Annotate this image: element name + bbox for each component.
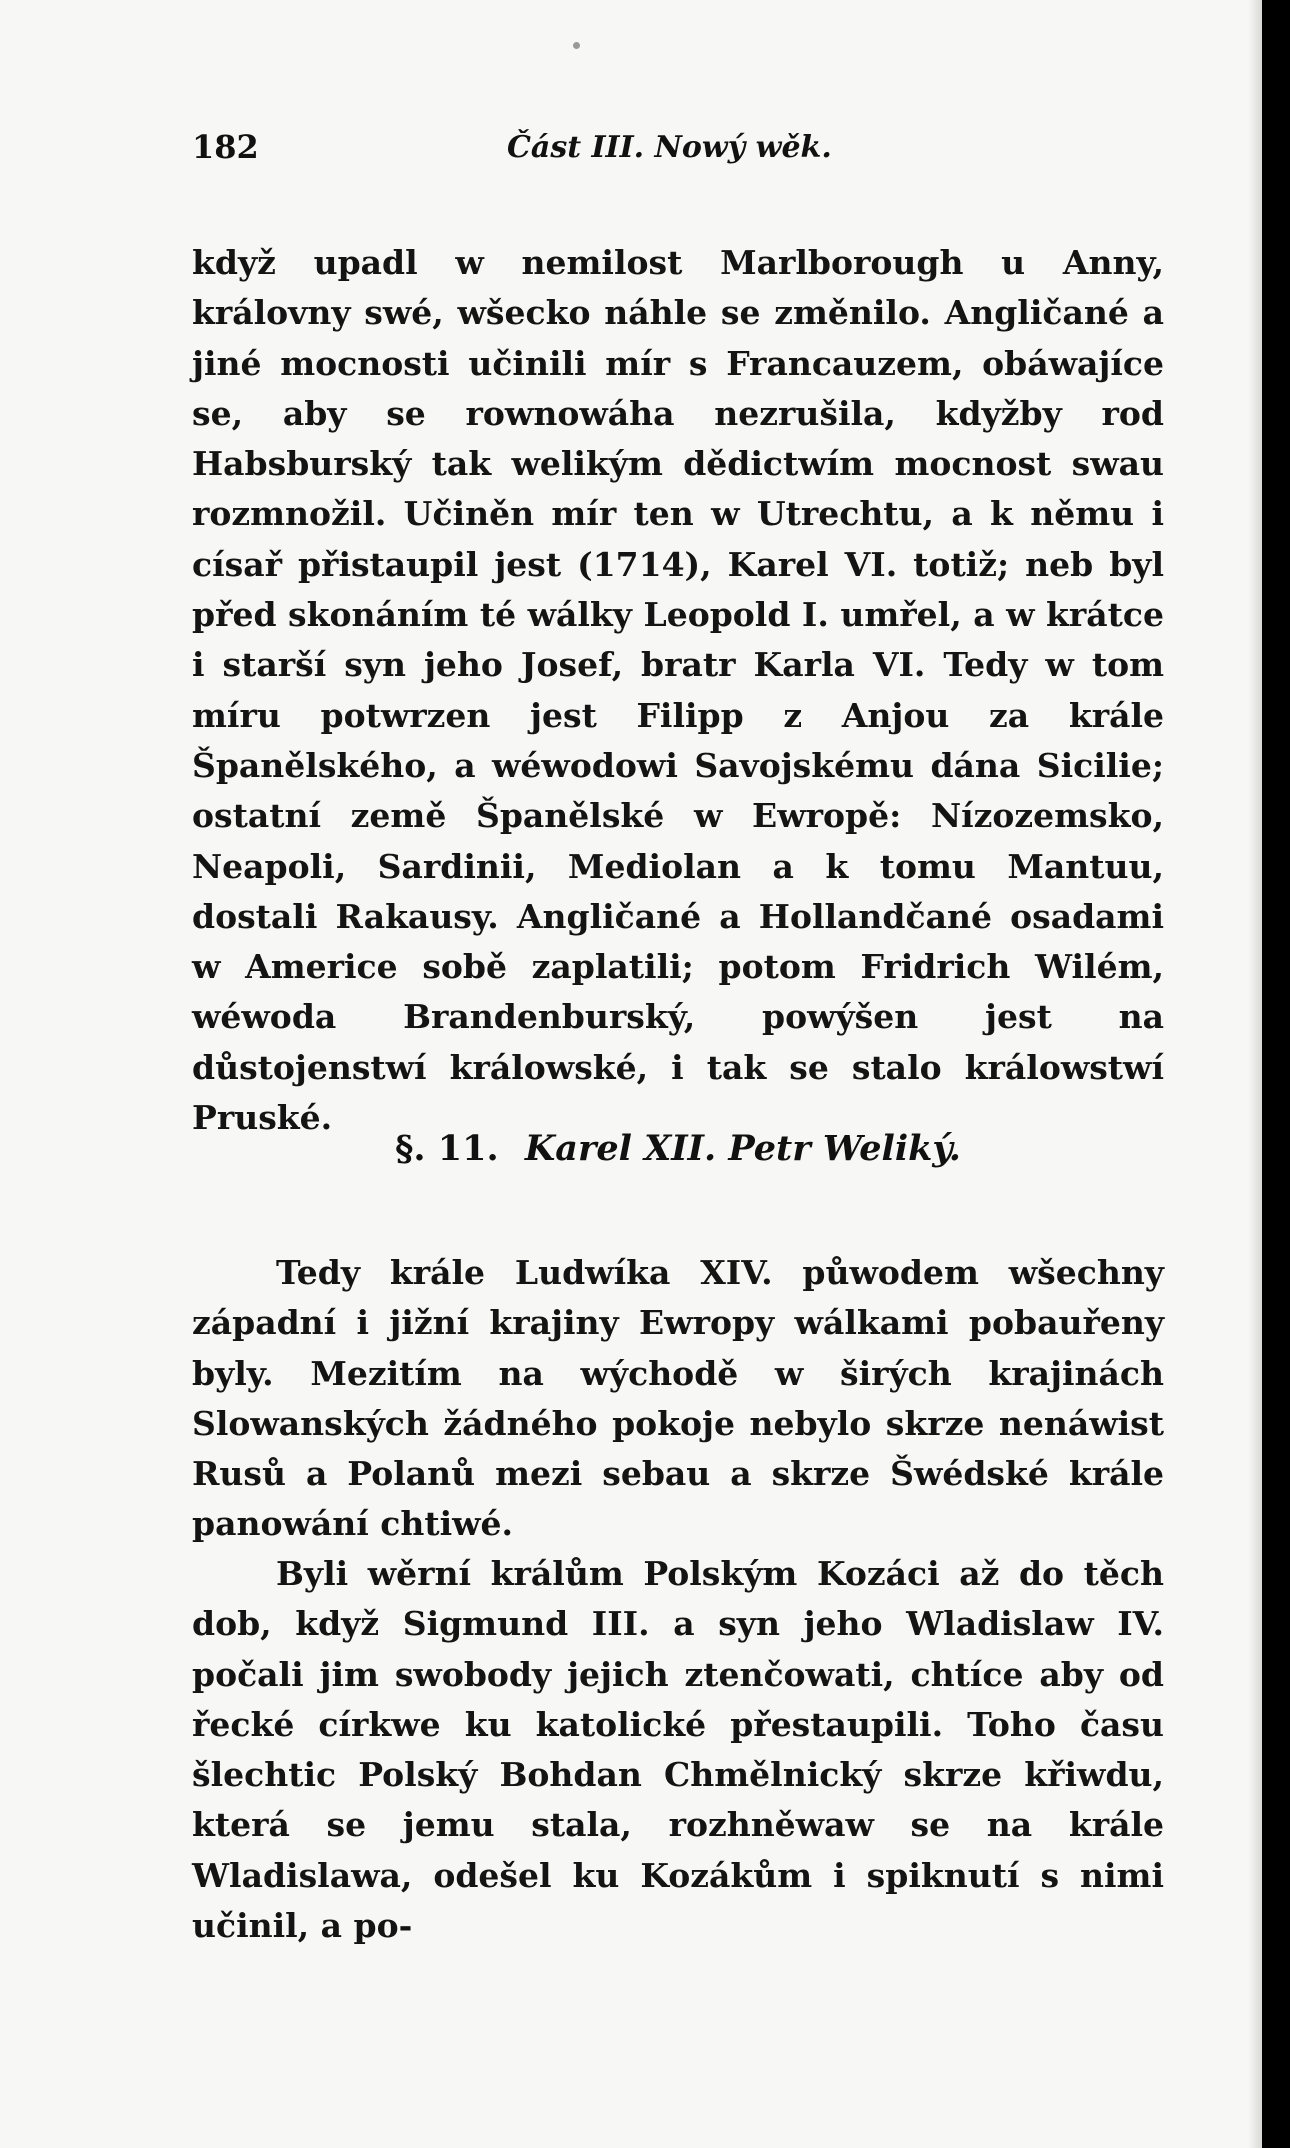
running-head: Část III. Nowý wěk. <box>507 130 832 165</box>
ink-speck <box>573 42 580 49</box>
paragraph-1: když upadl w nemilost Marlborough u Anny, královny swé, wšecko náhle se změnilo. Angličané a jiné mocnosti učinili mír s Francauzem, obáwajíce se, aby se rownowáha nezrušila, kdyžby rod Habsburský tak welikým dědictwím mocnost swau rozmnožil. Učiněn mír ten w Utrechtu, a k němu i císař přistaupil jest (1714), Karel VI. totiž; neb byl před skonáním té wálky Leopold I. umřel, a w krátce i starší syn jeho Josef, bratr Karla VI. Tedy w tom míru potwrzen jest Filipp z Anjou za krále Španělského, a wéwodowi Savojskému dána Sicilie; ostatní země Španělské w Ewropě: Nízozemsko, Neapoli, Sardinii, Mediolan a k tomu Mantuu, dostali Rakausy. Angličané a Hollandčané osadami w Americe sobě zaplatili; potom Fridrich Wilém, wéwoda Brandenburský, powýšen jest na důstojenstwí králowské, i tak se stalo králowstwí Pruské. <box>192 243 1164 1138</box>
paragraph-2: Tedy krále Ludwíka XIV. půwodem wšechny západní i jižní krajiny Ewropy wálkami pobauřeny byly. Mezitím na wýchodě w širých krajinách Slowanských žádného pokoje nebylo skrze nenáwist Rusů a Polanů mezi sebau a skrze Šwédské krále panowání chtiwé. <box>192 1253 1164 1544</box>
section-title: Karel XII. Petr Weliký. <box>524 1128 961 1169</box>
page-edge-shadow <box>1248 0 1262 2148</box>
paragraph-3: Byli wěrní králům Polským Kozáci až do těch dob, když Sigmund III. a syn jeho Wladislaw IV. počali jim swobody jejich ztenčowati, chtíce aby od řecké církwe ku katolické přestaupili. Toho času šlechtic Polský Bohdan Chmělnický skrze křiwdu, která se jemu stala, rozhněwaw se na krále Wladislawa, odešel ku Kozákům i spiknutí s nimi učinil, a po- <box>192 1554 1164 1946</box>
page-number: 182 <box>192 128 259 166</box>
section-number: §. 11. <box>395 1128 499 1169</box>
section-heading <box>192 1128 1164 1169</box>
page-header <box>192 128 1192 178</box>
